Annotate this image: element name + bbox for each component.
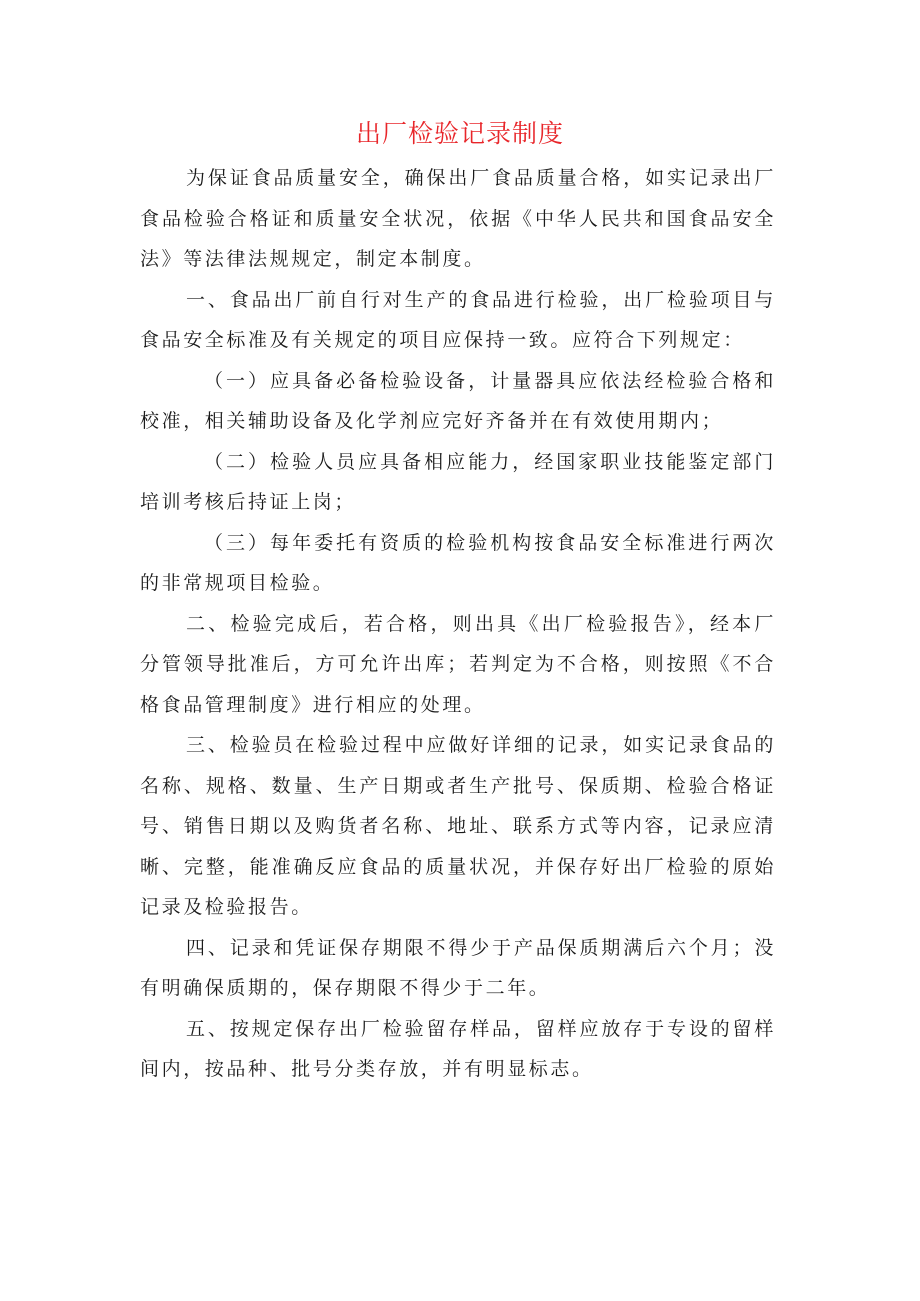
document-title: 出厂检验记录制度 [355, 119, 564, 148]
paragraph-article-4: 四、记录和凭证保存期限不得少于产品保质期满后六个月；没有明确保质期的，保存期限不得少于二年。 [140, 936, 776, 999]
paragraph-clause-1-2: （二）检验人员应具备相应能力，经国家职业技能鉴定部门培训考核后持证上岗； [140, 450, 776, 513]
paragraph-article-2: 二、检验完成后，若合格，则出具《出厂检验报告》，经本厂分管领导批准后，方可允许出库；若判定为不合格，则按照《不合格食品管理制度》进行相应的处理。 [140, 612, 776, 716]
paragraph-article-3: 三、检验员在检验过程中应做好详细的记录，如实记录食品的名称、规格、数量、生产日期或者生产批号、保质期、检验合格证号、销售日期以及购货者名称、地址、联系方式等内容，记录应清晰、完整，能准确反应食品的质量状况，并保存好出厂检验的原始记录及检验报告。 [140, 734, 776, 918]
paragraph-article-1: 一、食品出厂前自行对生产的食品进行检验，出厂检验项目与食品安全标准及有关规定的项目应保持一致。应符合下列规定： [140, 288, 776, 351]
paragraph-article-5: 五、按规定保存出厂检验留存样品，留样应放存于专设的留样间内，按品种、批号分类存放，并有明显标志。 [140, 1017, 776, 1080]
paragraph-intro: 为保证食品质量安全，确保出厂食品质量合格，如实记录出厂食品检验合格证和质量安全状况，依据《中华人民共和国食品安全法》等法律法规规定，制定本制度。 [140, 167, 776, 270]
paragraph-clause-1-3: （三）每年委托有资质的检验机构按食品安全标准进行两次的非常规项目检验。 [140, 531, 776, 594]
paragraph-clause-1-1: （一）应具备必备检验设备，计量器具应依法经检验合格和校准，相关辅助设备及化学剂应完好齐备并在有效使用期内； [140, 369, 776, 432]
document-body [140, 158, 776, 1090]
